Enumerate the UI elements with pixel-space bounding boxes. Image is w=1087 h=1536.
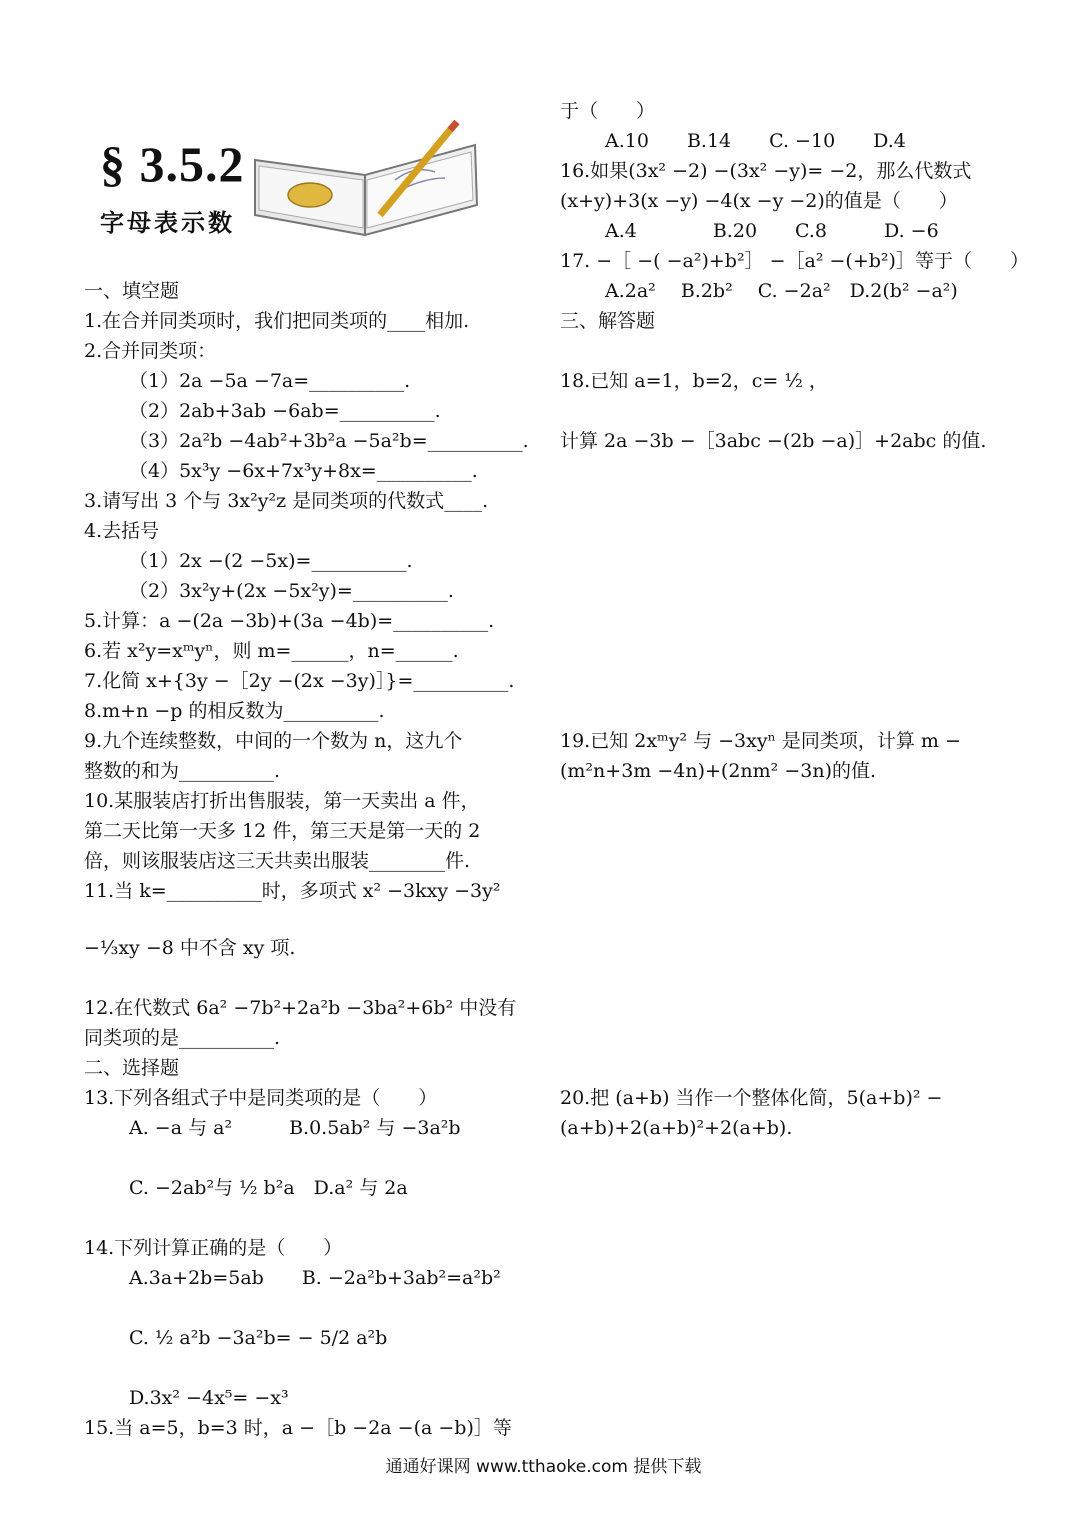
- question-line: 18.已知 a=1，b=2，c= ½ ，: [560, 370, 828, 392]
- question-line: 20.把 (a+b) 当作一个整体化简，5(a+b)² −: [560, 1087, 943, 1109]
- question-line: 10.某服装店打折出售服装，第一天卖出 a 件，: [84, 790, 480, 812]
- question-line: 于（ ）: [560, 100, 656, 122]
- header-banner: [100, 125, 500, 255]
- question-line: (a+b)+2(a+b)²+2(a+b).: [560, 1117, 793, 1139]
- question-line: (x+y)+3(x −y) −4(x −y −2)的值是（ ）: [560, 190, 958, 212]
- question-line: 6.若 x²y=xᵐyⁿ，则 m=______，n=______.: [84, 640, 459, 662]
- question-line: 12.在代数式 6a² −7b²+2a²b −3ba²+6b² 中没有: [84, 997, 517, 1019]
- question-line: 同类项的是__________.: [84, 1027, 281, 1049]
- question-line: 17. −［ −( −a²)+b²］ −［a² −(+b²)］等于（ ）: [560, 250, 1029, 272]
- section-heading: 三、解答题: [560, 310, 656, 332]
- section-title: § 3.5.2: [100, 136, 245, 192]
- question-line: 3.请写出 3 个与 3x²y²z 是同类项的代数式____.: [84, 490, 489, 512]
- choice-line: D.3x² −4x⁵= −x³: [129, 1387, 289, 1409]
- choice-line: A.3a+2b=5ab B. −2a²b+3ab²=a²b²: [129, 1267, 501, 1289]
- question-line: 9.九个连续整数，中间的一个数为 n，这九个: [84, 730, 463, 752]
- question-line: 1.在合并同类项时，我们把同类项的____相加.: [84, 310, 470, 332]
- choice-line: C. −2ab²与 ½ b²a D.a² 与 2a: [129, 1177, 408, 1199]
- question-line: 2.合并同类项：: [84, 340, 217, 362]
- question-line: （4）5x³y −6x+7x³y+8x=__________.: [129, 460, 478, 482]
- choice-line: A.2a² B.2b² C. −2a² D.2(b² −a²): [605, 280, 958, 302]
- question-line: 7.化简 x+{3y −［2y −(2x −3y)］}=__________.: [84, 670, 515, 692]
- question-line: 11.当 k=__________时，多项式 x² −3kxy −3y²: [84, 880, 501, 902]
- question-line: 4.去括号: [84, 520, 160, 542]
- question-line: 16.如果(3x² −2) −(3x² −y)= −2，那么代数式: [560, 160, 972, 182]
- question-line: （2）3x²y+(2x −5x²y)=__________.: [129, 580, 454, 602]
- question-line: 14.下列计算正确的是（ ）: [84, 1237, 343, 1259]
- question-line: 19.已知 2xᵐy² 与 −3xyⁿ 是同类项，计算 m −: [560, 730, 961, 752]
- question-line: （1）2x −(2 −5x)=__________.: [129, 550, 413, 572]
- question-line: 倍，则该服装店这三天共卖出服装________件.: [84, 850, 471, 872]
- question-line: 5.计算：a −(2a −3b)+(3a −4b)=__________.: [84, 610, 495, 632]
- choice-line: A. −a 与 a² B.0.5ab² 与 −3a²b: [129, 1117, 461, 1139]
- question-line: 计算 2a −3b −［3abc −(2b −a)］+2abc 的值.: [560, 430, 987, 452]
- question-line: 整数的和为__________.: [84, 760, 281, 782]
- question-line: （2）2ab+3ab −6ab=__________.: [129, 400, 441, 422]
- section-heading: 二、选择题: [84, 1057, 180, 1079]
- question-line: 8.m+n −p 的相反数为__________.: [84, 700, 385, 722]
- choice-line: C. ½ a²b −3a²b= − 5/2 a²b: [129, 1327, 388, 1349]
- choice-line: A.4 B.20 C.8 D. −6: [605, 220, 939, 242]
- question-line: 第二天比第一天多 12 件，第三天是第一天的 2: [84, 820, 481, 842]
- question-line: −⅓xy −8 中不含 xy 项.: [84, 937, 296, 959]
- section-subtitle: 字母表示数: [100, 209, 235, 237]
- question-line: 15.当 a=5，b=3 时，a −［b −2a −(a −b)］等: [84, 1417, 512, 1439]
- question-line: （1）2a −5a −7a=__________.: [129, 370, 411, 392]
- question-line: (m²n+3m −4n)+(2nm² −3n)的值.: [560, 760, 877, 782]
- question-line: 13.下列各组式子中是同类项的是（ ）: [84, 1087, 438, 1109]
- section-heading: 一、填空题: [84, 280, 180, 302]
- open-book-icon: [245, 120, 485, 240]
- choice-line: A.10 B.14 C. −10 D.4: [605, 130, 906, 152]
- question-line: （3）2a²b −4ab²+3b²a −5a²b=__________.: [129, 430, 529, 452]
- page-footer: 通通好课网 www.tthaoke.com 提供下载: [385, 1457, 702, 1477]
